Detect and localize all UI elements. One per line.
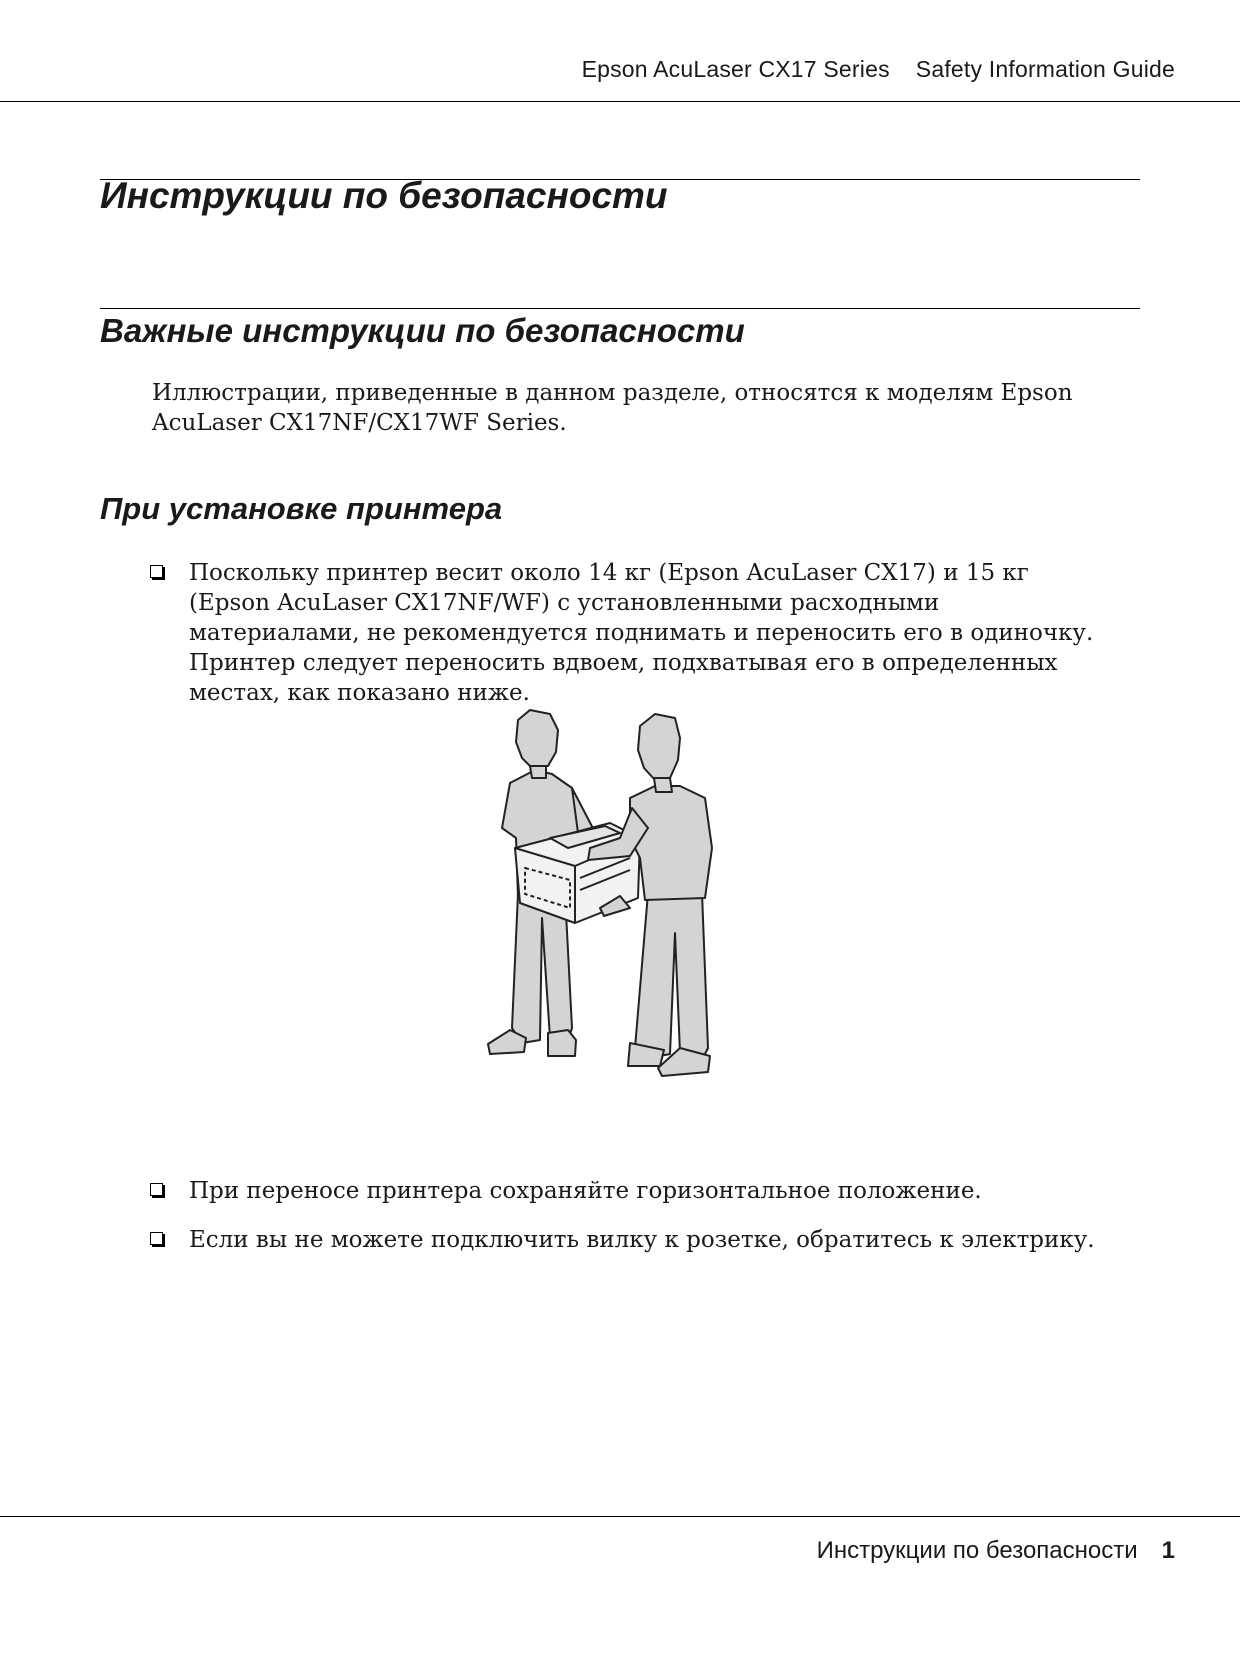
header-product: Epson AcuLaser CX17 Series (581, 56, 890, 82)
header-rule (0, 101, 1240, 102)
intro-paragraph: Иллюстрации, приведенные в данном разделе, относятся к моделям Epson AcuLaser CX17NF/CX17WF Series. (152, 380, 1073, 436)
checkbox-bullet-icon (150, 565, 163, 578)
footer-rule (0, 1516, 1240, 1517)
running-footer (817, 1537, 1175, 1565)
list-item-text: Если вы не можете подключить вилку к розетке, обратитесь к электрику. (189, 1227, 1095, 1253)
section-rule (100, 308, 1140, 309)
list-item-text: Поскольку принтер весит около 14 кг (Epson AcuLaser CX17) и 15 кг (Epson AcuLaser CX17NF/WF) с установленными расходными материалами, не рекомендуется поднимать и переносить его в одиночку. Принтер следует переносить вдвоем, подхватывая его в определенных местах, как показано ниже. (189, 560, 1094, 706)
chapter-title: Инструкции по безопасности (100, 175, 668, 216)
checkbox-bullet-icon (150, 1183, 163, 1196)
two-people-carrying-printer-illustration (480, 708, 780, 1138)
list-item (150, 1225, 1110, 1255)
list-item (150, 558, 1110, 708)
section-title: Важные инструкции по безопасности (100, 312, 745, 349)
list-item-text: При переносе принтера сохраняйте горизонтальное положение. (189, 1178, 982, 1204)
checkbox-bullet-icon (150, 1232, 163, 1245)
footer-section: Инструкции по безопасности (816, 1537, 1138, 1564)
header-doc-title: Safety Information Guide (915, 56, 1175, 82)
page-number: 1 (1161, 1537, 1175, 1564)
list-item (150, 1176, 1110, 1206)
subsection-title: При установке принтера (100, 491, 503, 526)
running-header (582, 56, 1175, 83)
